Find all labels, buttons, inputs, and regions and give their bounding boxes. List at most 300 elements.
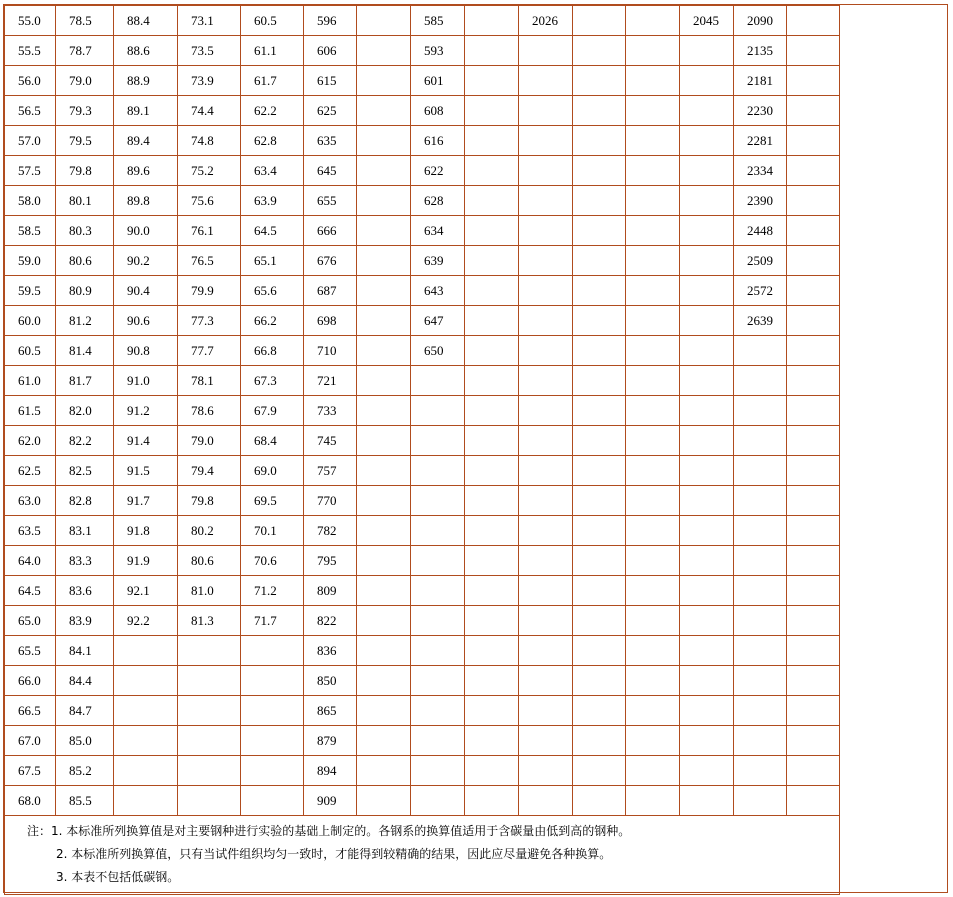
table-cell	[573, 636, 626, 666]
table-cell: 59.5	[5, 276, 56, 306]
table-row	[5, 66, 840, 96]
table-cell	[465, 36, 519, 66]
notes-cell	[5, 816, 840, 895]
table-cell: 85.2	[56, 756, 114, 786]
table-row	[5, 36, 840, 66]
table-cell	[787, 66, 840, 96]
table-cell	[626, 696, 680, 726]
table-cell	[787, 756, 840, 786]
table-cell: 60.0	[5, 306, 56, 336]
table-cell: 81.4	[56, 336, 114, 366]
table-cell	[519, 96, 573, 126]
table-cell: 81.3	[178, 606, 241, 636]
table-cell: 80.1	[56, 186, 114, 216]
table-row	[5, 756, 840, 786]
table-cell	[178, 666, 241, 696]
table-cell: 91.8	[114, 516, 178, 546]
table-cell: 56.5	[5, 96, 56, 126]
table-row	[5, 726, 840, 756]
table-cell	[680, 66, 734, 96]
table-cell	[734, 636, 787, 666]
table-cell	[465, 696, 519, 726]
table-cell: 58.5	[5, 216, 56, 246]
table-cell	[465, 66, 519, 96]
table-cell	[114, 666, 178, 696]
table-cell	[626, 36, 680, 66]
table-cell: 83.6	[56, 576, 114, 606]
table-cell	[465, 786, 519, 816]
table-cell	[357, 36, 411, 66]
table-cell: 625	[304, 96, 357, 126]
table-cell	[465, 546, 519, 576]
table-cell: 89.4	[114, 126, 178, 156]
table-cell	[519, 366, 573, 396]
table-cell	[241, 666, 304, 696]
table-cell	[680, 486, 734, 516]
table-cell: 79.0	[56, 66, 114, 96]
table-cell	[573, 126, 626, 156]
table-cell	[626, 486, 680, 516]
table-cell	[465, 186, 519, 216]
table-cell: 91.0	[114, 366, 178, 396]
table-cell	[573, 336, 626, 366]
table-cell	[734, 546, 787, 576]
table-cell: 88.6	[114, 36, 178, 66]
table-row	[5, 6, 840, 36]
table-cell: 71.2	[241, 576, 304, 606]
table-cell	[787, 186, 840, 216]
table-cell	[241, 756, 304, 786]
table-cell: 2334	[734, 156, 787, 186]
table-cell	[680, 246, 734, 276]
table-cell	[519, 186, 573, 216]
table-cell: 2135	[734, 36, 787, 66]
table-cell	[680, 306, 734, 336]
table-cell: 92.1	[114, 576, 178, 606]
table-cell: 82.8	[56, 486, 114, 516]
table-cell: 2281	[734, 126, 787, 156]
table-row	[5, 576, 840, 606]
table-cell	[519, 216, 573, 246]
table-cell: 622	[411, 156, 465, 186]
table-cell: 634	[411, 216, 465, 246]
table-cell	[465, 726, 519, 756]
table-cell	[680, 366, 734, 396]
table-cell: 79.3	[56, 96, 114, 126]
table-cell	[519, 456, 573, 486]
table-cell: 63.0	[5, 486, 56, 516]
table-cell: 66.2	[241, 306, 304, 336]
table-cell	[680, 126, 734, 156]
table-cell: 676	[304, 246, 357, 276]
table-cell	[734, 396, 787, 426]
table-cell: 78.1	[178, 366, 241, 396]
table-cell	[178, 756, 241, 786]
hardness-conversion-table	[4, 5, 840, 895]
table-cell	[680, 216, 734, 246]
table-cell	[680, 36, 734, 66]
table-cell	[734, 756, 787, 786]
table-cell	[465, 756, 519, 786]
table-cell: 79.4	[178, 456, 241, 486]
table-cell: 81.0	[178, 576, 241, 606]
table-cell	[241, 726, 304, 756]
table-cell	[465, 156, 519, 186]
table-cell	[680, 456, 734, 486]
table-cell: 68.4	[241, 426, 304, 456]
table-cell	[519, 756, 573, 786]
table-cell: 66.0	[5, 666, 56, 696]
table-cell	[465, 486, 519, 516]
data-table	[4, 5, 840, 895]
table-cell	[787, 786, 840, 816]
table-cell: 61.1	[241, 36, 304, 66]
table-cell	[573, 186, 626, 216]
table-cell	[680, 546, 734, 576]
table-cell: 647	[411, 306, 465, 336]
table-cell	[787, 726, 840, 756]
table-row	[5, 186, 840, 216]
table-cell	[519, 156, 573, 186]
table-cell	[626, 546, 680, 576]
table-cell	[787, 576, 840, 606]
table-row	[5, 546, 840, 576]
table-cell	[465, 6, 519, 36]
table-cell	[519, 276, 573, 306]
table-cell	[357, 6, 411, 36]
table-cell	[519, 306, 573, 336]
table-cell	[357, 786, 411, 816]
table-cell	[734, 336, 787, 366]
table-cell: 67.0	[5, 726, 56, 756]
table-cell	[411, 516, 465, 546]
table-cell: 76.1	[178, 216, 241, 246]
table-cell	[626, 426, 680, 456]
table-cell: 77.7	[178, 336, 241, 366]
table-cell	[357, 156, 411, 186]
table-cell	[787, 456, 840, 486]
table-cell: 2572	[734, 276, 787, 306]
table-cell	[357, 636, 411, 666]
table-cell	[573, 366, 626, 396]
table-cell	[519, 66, 573, 96]
table-cell	[734, 486, 787, 516]
table-cell: 62.2	[241, 96, 304, 126]
table-cell: 643	[411, 276, 465, 306]
table-cell: 63.5	[5, 516, 56, 546]
table-cell	[573, 666, 626, 696]
table-cell: 64.5	[5, 576, 56, 606]
table-cell: 616	[411, 126, 465, 156]
table-cell	[734, 576, 787, 606]
table-cell	[357, 426, 411, 456]
table-cell: 78.6	[178, 396, 241, 426]
table-cell	[411, 546, 465, 576]
table-cell	[411, 786, 465, 816]
table-cell	[465, 516, 519, 546]
table-cell	[114, 696, 178, 726]
table-cell	[626, 366, 680, 396]
table-cell	[680, 756, 734, 786]
table-cell: 698	[304, 306, 357, 336]
table-cell: 88.9	[114, 66, 178, 96]
table-cell: 60.5	[241, 6, 304, 36]
table-cell	[626, 636, 680, 666]
table-cell: 70.6	[241, 546, 304, 576]
table-cell	[680, 576, 734, 606]
table-cell: 90.8	[114, 336, 178, 366]
table-cell: 57.0	[5, 126, 56, 156]
table-cell	[680, 786, 734, 816]
table-cell	[357, 366, 411, 396]
table-cell	[411, 696, 465, 726]
table-cell: 80.6	[56, 246, 114, 276]
table-cell	[787, 246, 840, 276]
table-cell	[357, 486, 411, 516]
table-cell	[680, 516, 734, 546]
table-cell	[626, 606, 680, 636]
table-cell: 91.5	[114, 456, 178, 486]
table-cell: 645	[304, 156, 357, 186]
table-cell: 55.0	[5, 6, 56, 36]
table-cell	[573, 576, 626, 606]
table-cell: 90.2	[114, 246, 178, 276]
table-cell	[573, 96, 626, 126]
table-cell: 782	[304, 516, 357, 546]
table-cell	[465, 666, 519, 696]
table-cell: 809	[304, 576, 357, 606]
table-cell: 90.6	[114, 306, 178, 336]
table-cell: 71.7	[241, 606, 304, 636]
table-cell: 74.8	[178, 126, 241, 156]
table-cell	[734, 456, 787, 486]
table-cell: 62.0	[5, 426, 56, 456]
notes-row	[5, 816, 840, 895]
table-cell	[787, 486, 840, 516]
table-cell	[787, 6, 840, 36]
table-cell: 88.4	[114, 6, 178, 36]
table-cell	[357, 306, 411, 336]
table-cell: 710	[304, 336, 357, 366]
table-cell: 56.0	[5, 66, 56, 96]
table-cell: 757	[304, 456, 357, 486]
table-cell	[787, 366, 840, 396]
table-cell	[787, 696, 840, 726]
table-cell: 76.5	[178, 246, 241, 276]
table-cell	[411, 396, 465, 426]
table-cell	[357, 456, 411, 486]
table-cell	[241, 786, 304, 816]
table-cell	[465, 96, 519, 126]
table-cell	[465, 576, 519, 606]
table-cell	[357, 96, 411, 126]
table-cell	[734, 666, 787, 696]
table-cell	[573, 156, 626, 186]
table-cell: 585	[411, 6, 465, 36]
table-cell	[573, 36, 626, 66]
table-cell: 89.6	[114, 156, 178, 186]
table-cell	[573, 696, 626, 726]
table-cell: 80.6	[178, 546, 241, 576]
table-cell: 65.0	[5, 606, 56, 636]
table-cell	[626, 576, 680, 606]
table-cell: 2639	[734, 306, 787, 336]
table-cell	[357, 546, 411, 576]
table-cell: 66.8	[241, 336, 304, 366]
table-cell	[680, 336, 734, 366]
table-cell: 90.0	[114, 216, 178, 246]
table-cell: 80.3	[56, 216, 114, 246]
table-row	[5, 426, 840, 456]
table-cell	[626, 156, 680, 186]
table-cell: 894	[304, 756, 357, 786]
table-cell	[357, 516, 411, 546]
table-cell	[573, 306, 626, 336]
table-cell	[357, 66, 411, 96]
table-cell	[787, 36, 840, 66]
table-cell: 879	[304, 726, 357, 756]
table-cell: 2026	[519, 6, 573, 36]
table-cell	[519, 516, 573, 546]
table-cell: 58.0	[5, 186, 56, 216]
table-cell	[787, 336, 840, 366]
table-cell: 687	[304, 276, 357, 306]
note-1: 注：1. 本标准所列换算值是对主要钢种进行实验的基础上制定的。各钢系的换算值适用于含碳量由低到高的钢种。	[27, 824, 631, 838]
table-cell	[114, 636, 178, 666]
table-cell: 795	[304, 546, 357, 576]
table-cell: 69.0	[241, 456, 304, 486]
table-cell	[357, 336, 411, 366]
table-cell	[357, 726, 411, 756]
table-cell: 733	[304, 396, 357, 426]
table-cell: 2230	[734, 96, 787, 126]
table-cell	[465, 246, 519, 276]
table-cell	[626, 96, 680, 126]
table-cell: 79.5	[56, 126, 114, 156]
table-cell	[787, 516, 840, 546]
table-cell	[465, 606, 519, 636]
table-cell: 81.2	[56, 306, 114, 336]
table-cell	[573, 396, 626, 426]
table-cell: 64.0	[5, 546, 56, 576]
table-cell: 79.8	[178, 486, 241, 516]
table-row	[5, 336, 840, 366]
table-row	[5, 456, 840, 486]
table-cell	[178, 726, 241, 756]
table-cell	[680, 96, 734, 126]
table-cell	[626, 516, 680, 546]
table-cell	[178, 636, 241, 666]
table-row	[5, 126, 840, 156]
table-cell	[357, 246, 411, 276]
table-cell: 79.0	[178, 426, 241, 456]
table-cell: 60.5	[5, 336, 56, 366]
table-cell	[357, 186, 411, 216]
table-cell	[626, 6, 680, 36]
table-cell	[411, 366, 465, 396]
table-cell: 2509	[734, 246, 787, 276]
table-cell	[680, 156, 734, 186]
table-cell	[680, 426, 734, 456]
table-cell: 745	[304, 426, 357, 456]
table-cell: 61.0	[5, 366, 56, 396]
table-row	[5, 306, 840, 336]
table-cell: 80.2	[178, 516, 241, 546]
table-cell	[573, 516, 626, 546]
table-cell	[787, 216, 840, 246]
table-cell: 79.8	[56, 156, 114, 186]
table-row	[5, 666, 840, 696]
table-cell: 55.5	[5, 36, 56, 66]
table-cell	[680, 186, 734, 216]
table-cell	[411, 636, 465, 666]
table-cell	[573, 246, 626, 276]
table-cell	[734, 606, 787, 636]
table-cell	[411, 606, 465, 636]
table-cell: 89.8	[114, 186, 178, 216]
table-cell: 89.1	[114, 96, 178, 126]
table-cell	[680, 666, 734, 696]
table-cell: 67.5	[5, 756, 56, 786]
table-cell	[787, 546, 840, 576]
table-cell: 822	[304, 606, 357, 636]
table-cell	[680, 726, 734, 756]
table-cell: 85.0	[56, 726, 114, 756]
table-cell	[787, 636, 840, 666]
table-cell	[411, 486, 465, 516]
table-cell: 69.5	[241, 486, 304, 516]
table-cell	[680, 276, 734, 306]
table-cell: 721	[304, 366, 357, 396]
table-cell	[626, 216, 680, 246]
table-cell: 606	[304, 36, 357, 66]
table-cell	[357, 606, 411, 636]
table-cell	[573, 276, 626, 306]
table-cell	[411, 456, 465, 486]
table-cell	[465, 276, 519, 306]
table-cell	[626, 666, 680, 696]
table-cell: 615	[304, 66, 357, 96]
table-cell: 77.3	[178, 306, 241, 336]
table-cell: 593	[411, 36, 465, 66]
table-cell: 82.5	[56, 456, 114, 486]
note-2: 2. 本标准所列换算值，只有当试件组织均匀一致时，才能得到较精确的结果，因此应尽量避免各种换算。	[56, 847, 612, 861]
table-cell: 81.7	[56, 366, 114, 396]
table-cell: 85.5	[56, 786, 114, 816]
table-row	[5, 396, 840, 426]
table-cell: 2045	[680, 6, 734, 36]
table-cell	[573, 726, 626, 756]
table-cell	[519, 696, 573, 726]
table-cell: 82.0	[56, 396, 114, 426]
table-cell: 90.4	[114, 276, 178, 306]
table-cell	[519, 36, 573, 66]
table-cell: 608	[411, 96, 465, 126]
table-cell: 83.1	[56, 516, 114, 546]
table-cell	[787, 426, 840, 456]
table-cell	[626, 456, 680, 486]
table-cell	[519, 486, 573, 516]
table-cell: 68.0	[5, 786, 56, 816]
table-cell: 73.9	[178, 66, 241, 96]
table-cell	[465, 336, 519, 366]
table-cell: 67.9	[241, 396, 304, 426]
table-cell	[114, 756, 178, 786]
table-cell	[114, 786, 178, 816]
table-cell: 2181	[734, 66, 787, 96]
table-cell	[626, 276, 680, 306]
table-cell	[465, 126, 519, 156]
